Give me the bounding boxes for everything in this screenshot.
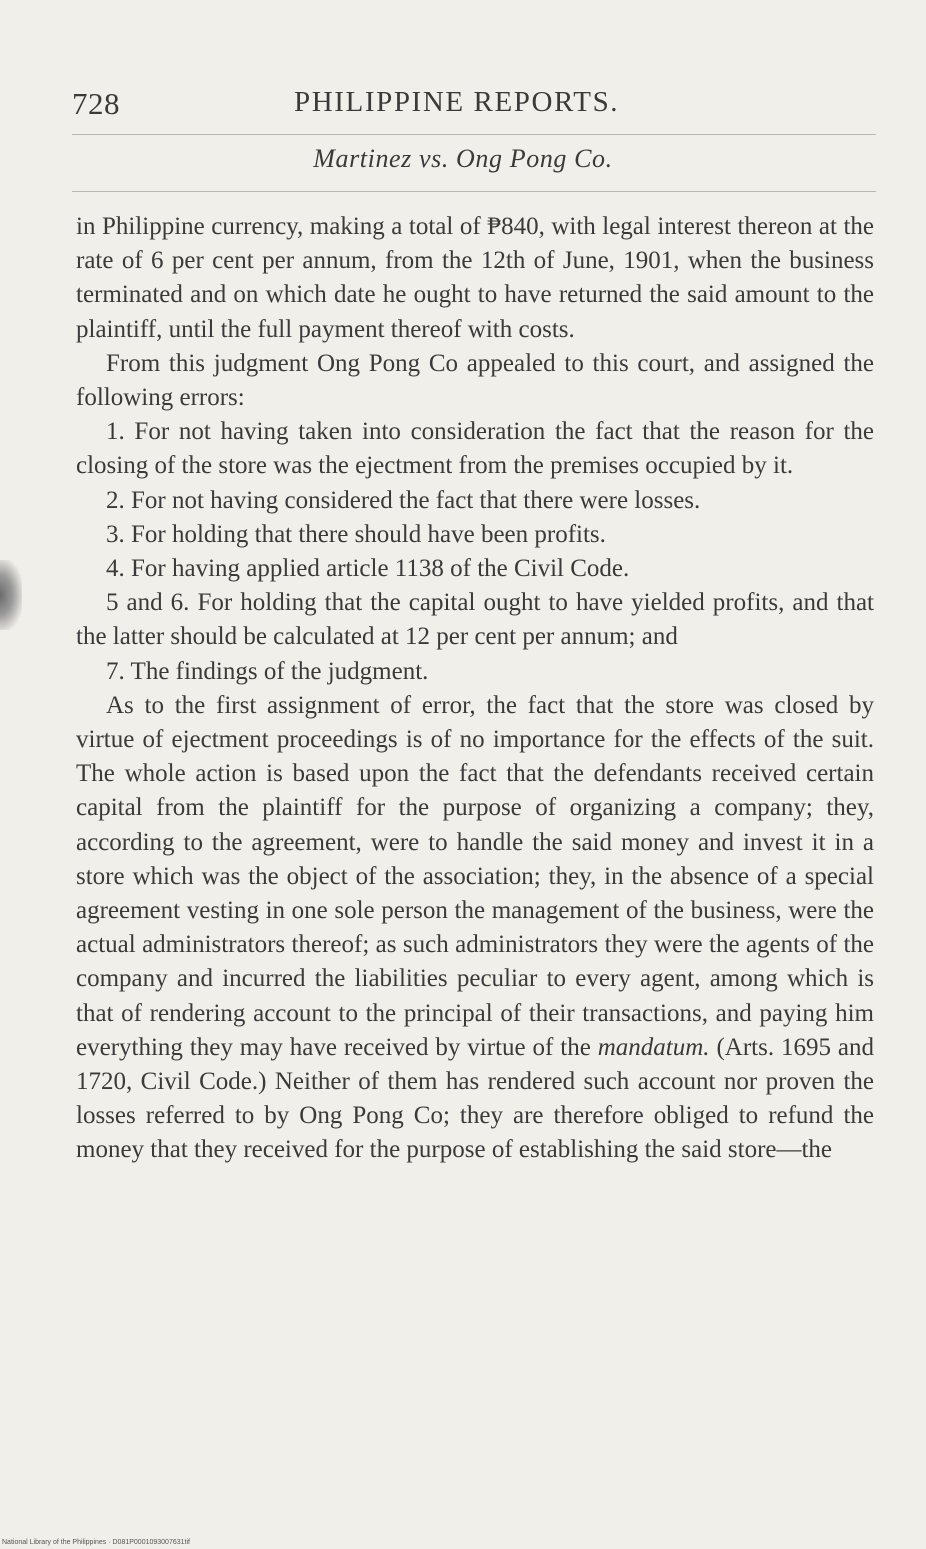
- italic-term: mandatum.: [597, 1033, 710, 1061]
- paragraph-text: As to the first assignment of error, the fact that the store was closed by virtue of ejectment proceedings is of no importance for the effects of the suit. The whole action is based upon the fact that the defendants received certain capital from the plaintiff for the purpose of organizing a company; they, according to the agreement, were to handle the said money and invest it in a store which was the object of the association; they, in the absence of a special agreement vesting in one sole person the management of the business, were the actual administrators thereof; as such administrators they were the agents of the company and incurred the liabilities peculiar to every agent, among which is that of rendering account to the principal of their transactions, and paying him everything they may have received by virtue of the: [76, 691, 874, 1061]
- paragraph-text: (Arts. 1695 and 1720, Civil Code.) Neither of them has rendered such account nor proven the losses referred to by Ong Pong Co; they are therefore obliged to refund the money that they received for the purpose of establishing the said store—the: [76, 1033, 874, 1164]
- error-item-1: 1. For not having taken into consideration the fact that the reason for the closing of the store was the ejectment from the premises occupied by it.: [76, 418, 874, 480]
- header-rule-bottom: [72, 191, 876, 192]
- page-edge-shadow: [0, 560, 22, 630]
- paragraph: From this judgment Ong Pong Co appealed to this court, and assigned the following errors:: [76, 349, 874, 412]
- error-item-2: 2. For not having considered the fact that there were losses.: [106, 486, 701, 514]
- error-item-7: 7. The findings of the judgment.: [106, 657, 429, 685]
- error-item-4: 4. For having applied article 1138 of the Civil Code.: [106, 555, 630, 583]
- page-number: 728: [72, 86, 120, 121]
- paragraph: in Philippine currency, making a total of ₱840, with legal interest thereon at the rate of 6 per cent per annum, from the 12th of June, 1901, when the business terminated and on which date he ought to have returned the said amount to the plaintiff, until the full payment thereof with costs.: [76, 213, 874, 343]
- header-rule-top: [72, 134, 876, 135]
- error-item-5-6: 5 and 6. For holding that the capital ought to have yielded profits, and that the latter should be calculated at 12 per cent per annum; and: [76, 589, 874, 651]
- running-title: PHILIPPINE REPORTS.: [294, 86, 620, 118]
- paragraph: [76, 689, 874, 1168]
- page-header: [72, 86, 872, 126]
- error-item-3: 3. For holding that there should have been profits.: [106, 520, 606, 548]
- case-title: Martinez vs. Ong Pong Co.: [313, 144, 613, 173]
- body-text: [76, 210, 874, 1168]
- scan-source-id: National Library of the Philippines · D081P0001093007631tif: [2, 1539, 190, 1546]
